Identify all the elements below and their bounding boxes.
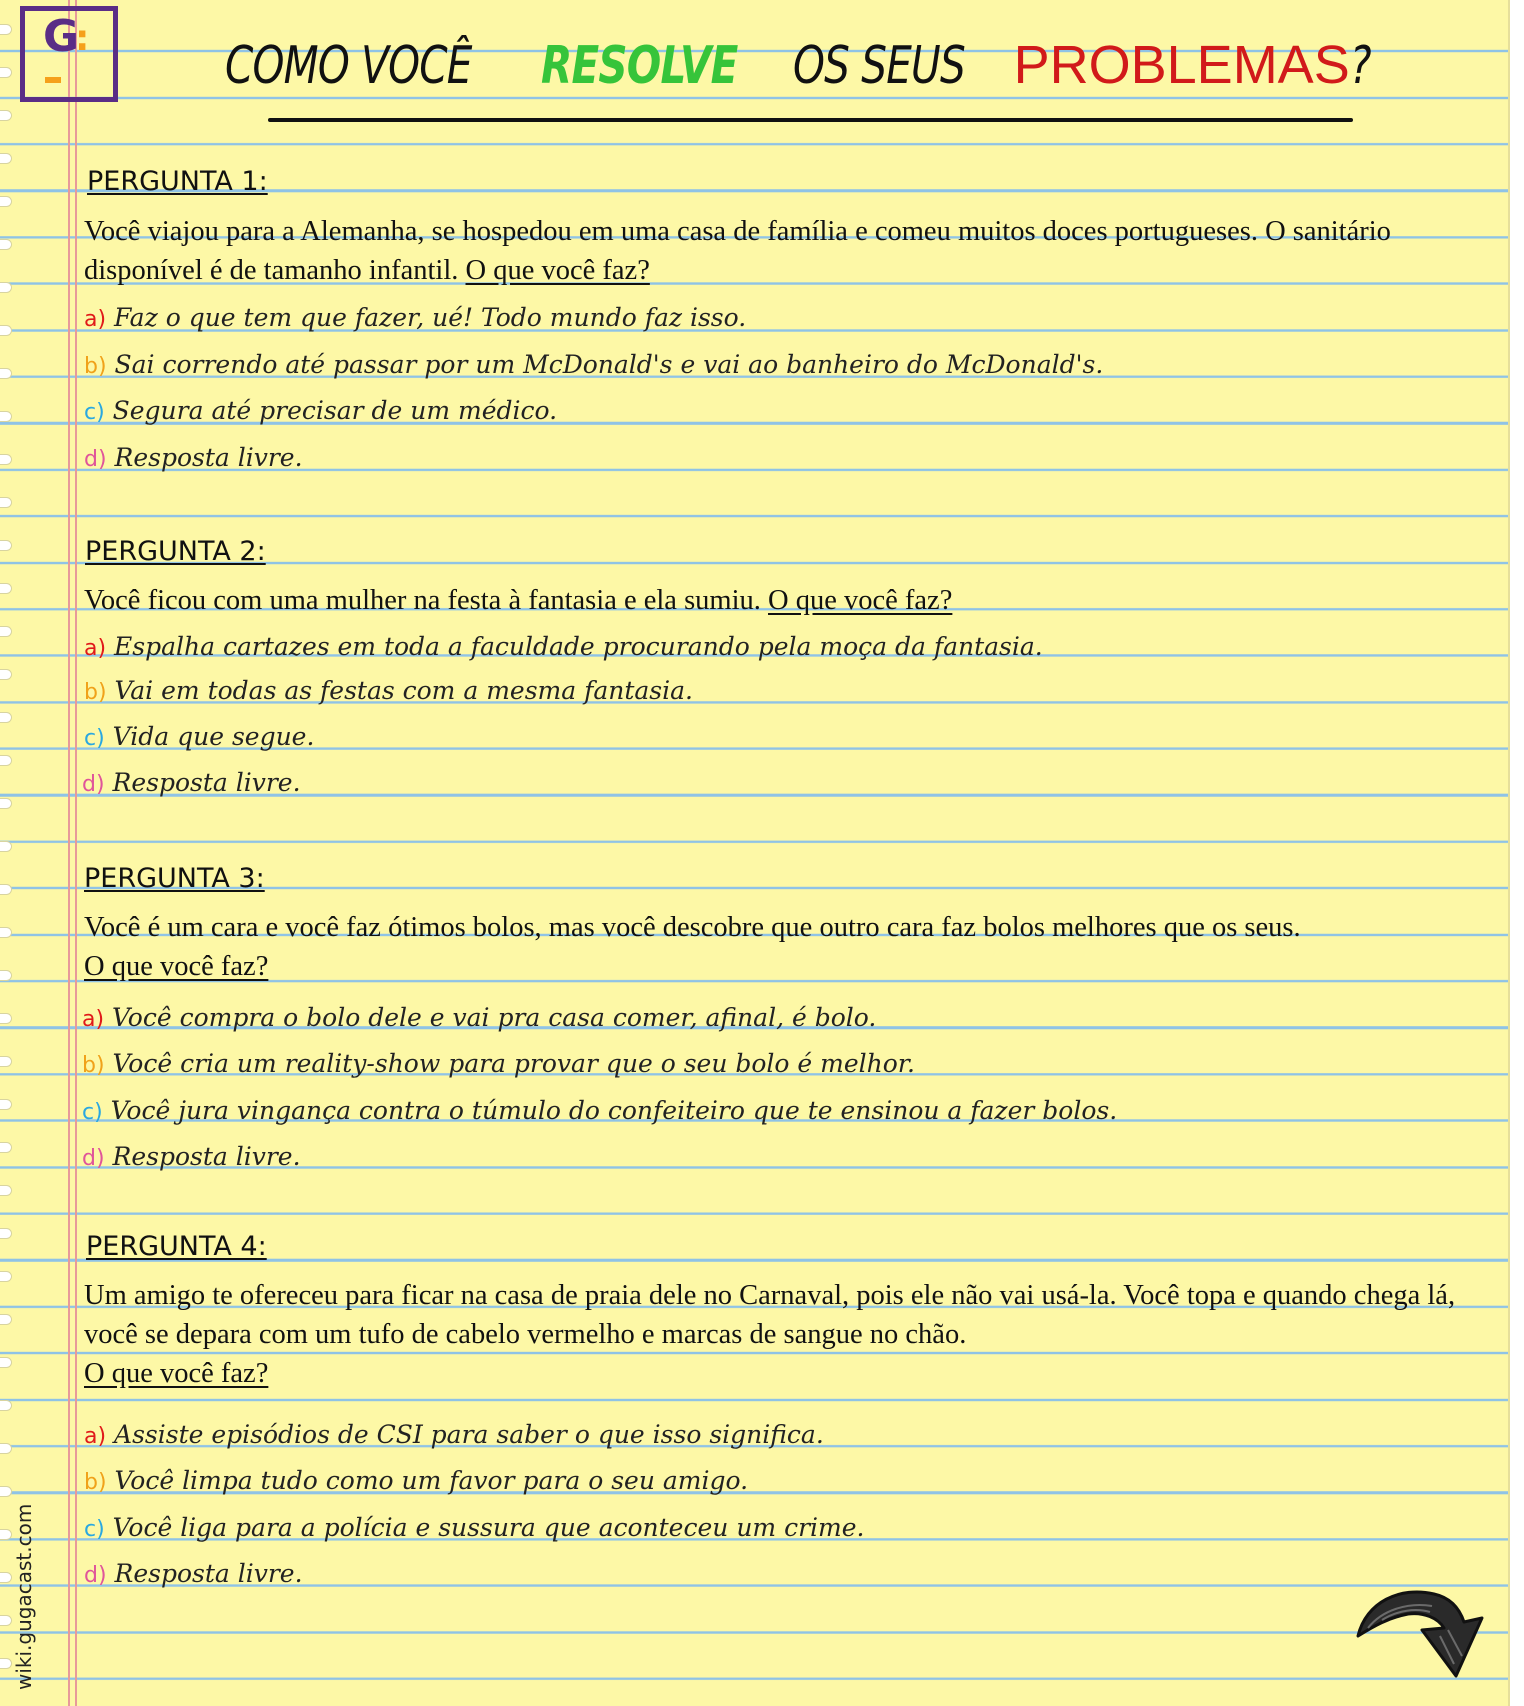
title-part-2: RESOLVE xyxy=(541,36,738,96)
page-hole xyxy=(0,110,12,121)
page-hole xyxy=(0,454,12,465)
page-hole xyxy=(0,497,12,508)
option-d: d) Resposta livre. xyxy=(82,1142,301,1171)
margin-line xyxy=(68,0,70,1706)
page-hole xyxy=(0,884,12,895)
question-heading: PERGUNTA 4: xyxy=(86,1231,267,1262)
option-c: c) Vida que segue. xyxy=(84,722,315,751)
question-heading: PERGUNTA 3: xyxy=(84,863,265,894)
page-hole xyxy=(0,67,12,78)
page-hole xyxy=(0,1400,12,1411)
page-hole xyxy=(0,153,12,164)
option-c: c) Você jura vingança contra o túmulo do confeiteiro que te ensinou a fazer bolos. xyxy=(82,1096,1118,1125)
title-part-4: PROBLEMAS xyxy=(1013,35,1350,95)
question-heading: PERGUNTA 1: xyxy=(87,166,268,197)
question-text: Você é um cara e você faz ótimos bolos, mas você descobre que outro cara faz bolos melhores que os seus. O que você faz? xyxy=(84,912,1301,982)
page-hole xyxy=(0,1314,12,1325)
page-hole xyxy=(0,282,12,293)
page-hole xyxy=(0,1099,12,1110)
page-title xyxy=(225,35,1376,96)
page-hole xyxy=(0,1013,12,1024)
logo-letter: G xyxy=(43,11,80,62)
title-part-3: OS SEUS xyxy=(793,36,966,96)
option-a: a) Espalha cartazes em toda a faculdade procurando pela moça da fantasia. xyxy=(84,632,1043,661)
page-hole xyxy=(0,1056,12,1067)
page-holes xyxy=(0,0,14,1706)
page-hole xyxy=(0,1185,12,1196)
page-hole xyxy=(0,970,12,981)
page-hole xyxy=(0,755,12,766)
page-hole xyxy=(0,798,12,809)
title-part-5: ? xyxy=(1349,36,1371,96)
question-text: Você viajou para a Alemanha, se hospedou em uma casa de família e comeu muitos doces portugueses. O sanitário disponível é de tamanho infantil. O que você faz? xyxy=(84,216,1391,286)
option-c: c) Segura até precisar de um médico. xyxy=(84,396,558,425)
page-hole xyxy=(0,24,12,35)
page-hole xyxy=(0,1615,12,1626)
question-text: Um amigo te ofereceu para ficar na casa de praia dele no Carnaval, pois ele não vai usá-la. Você topa e quando chega lá, você se depara com um tufo de cabelo vermelho e marcas de sangue no chão. O que você faz? xyxy=(84,1280,1456,1389)
curved-arrow-icon xyxy=(1352,1580,1488,1684)
logo-colon: : xyxy=(75,18,90,59)
option-b: b) Sai correndo até passar por um McDonald's e vai ao banheiro do McDonald's. xyxy=(84,350,1104,379)
question-ask: O que você faz? xyxy=(465,255,650,286)
page-hole xyxy=(0,626,12,637)
page-hole xyxy=(0,1271,12,1282)
page-hole xyxy=(0,927,12,938)
option-b: b) Vai em todas as festas com a mesma fantasia. xyxy=(84,676,693,705)
page-hole xyxy=(0,712,12,723)
page-hole xyxy=(0,368,12,379)
page-hole xyxy=(0,1572,12,1583)
option-d: d) Resposta livre. xyxy=(82,768,301,797)
question-heading: PERGUNTA 2: xyxy=(85,536,266,567)
gugacast-logo xyxy=(20,6,118,102)
page-hole xyxy=(0,583,12,594)
page-hole xyxy=(0,325,12,336)
option-d: d) Resposta livre. xyxy=(84,1559,303,1588)
page-hole xyxy=(0,540,12,551)
footer-site: wiki.gugacast.com xyxy=(12,1503,36,1690)
option-b: b) Você limpa tudo como um favor para o seu amigo. xyxy=(84,1466,749,1495)
page-hole xyxy=(0,1142,12,1153)
page-hole xyxy=(0,1529,12,1540)
page-hole xyxy=(0,669,12,680)
page-hole xyxy=(0,196,12,207)
page-hole xyxy=(0,1486,12,1497)
question-ask: O que você faz? xyxy=(84,951,269,982)
page-hole xyxy=(0,411,12,422)
margin-line xyxy=(75,0,77,1706)
question-ask: O que você faz? xyxy=(84,1358,269,1389)
logo-dash xyxy=(45,77,61,83)
option-c: c) Você liga para a polícia e sussura que aconteceu um crime. xyxy=(84,1513,865,1542)
question-text: Você ficou com uma mulher na festa à fantasia e ela sumiu. O que você faz? xyxy=(84,585,953,616)
question-ask: O que você faz? xyxy=(768,585,953,616)
option-a: a) Assiste episódios de CSI para saber o que isso significa. xyxy=(84,1420,824,1449)
title-underline xyxy=(268,118,1353,122)
page-hole xyxy=(0,1357,12,1368)
option-d: d) Resposta livre. xyxy=(84,443,303,472)
option-a: a) Você compra o bolo dele e vai pra casa comer, afinal, é bolo. xyxy=(82,1003,877,1032)
option-b: b) Você cria um reality-show para provar que o seu bolo é melhor. xyxy=(82,1049,915,1078)
option-a: a) Faz o que tem que fazer, ué! Todo mundo faz isso. xyxy=(84,303,747,332)
page-hole xyxy=(0,1443,12,1454)
page-hole xyxy=(0,841,12,852)
title-part-1: COMO VOCÊ xyxy=(225,36,472,96)
page-hole xyxy=(0,239,12,250)
page-hole xyxy=(0,1658,12,1669)
page-hole xyxy=(0,1228,12,1239)
